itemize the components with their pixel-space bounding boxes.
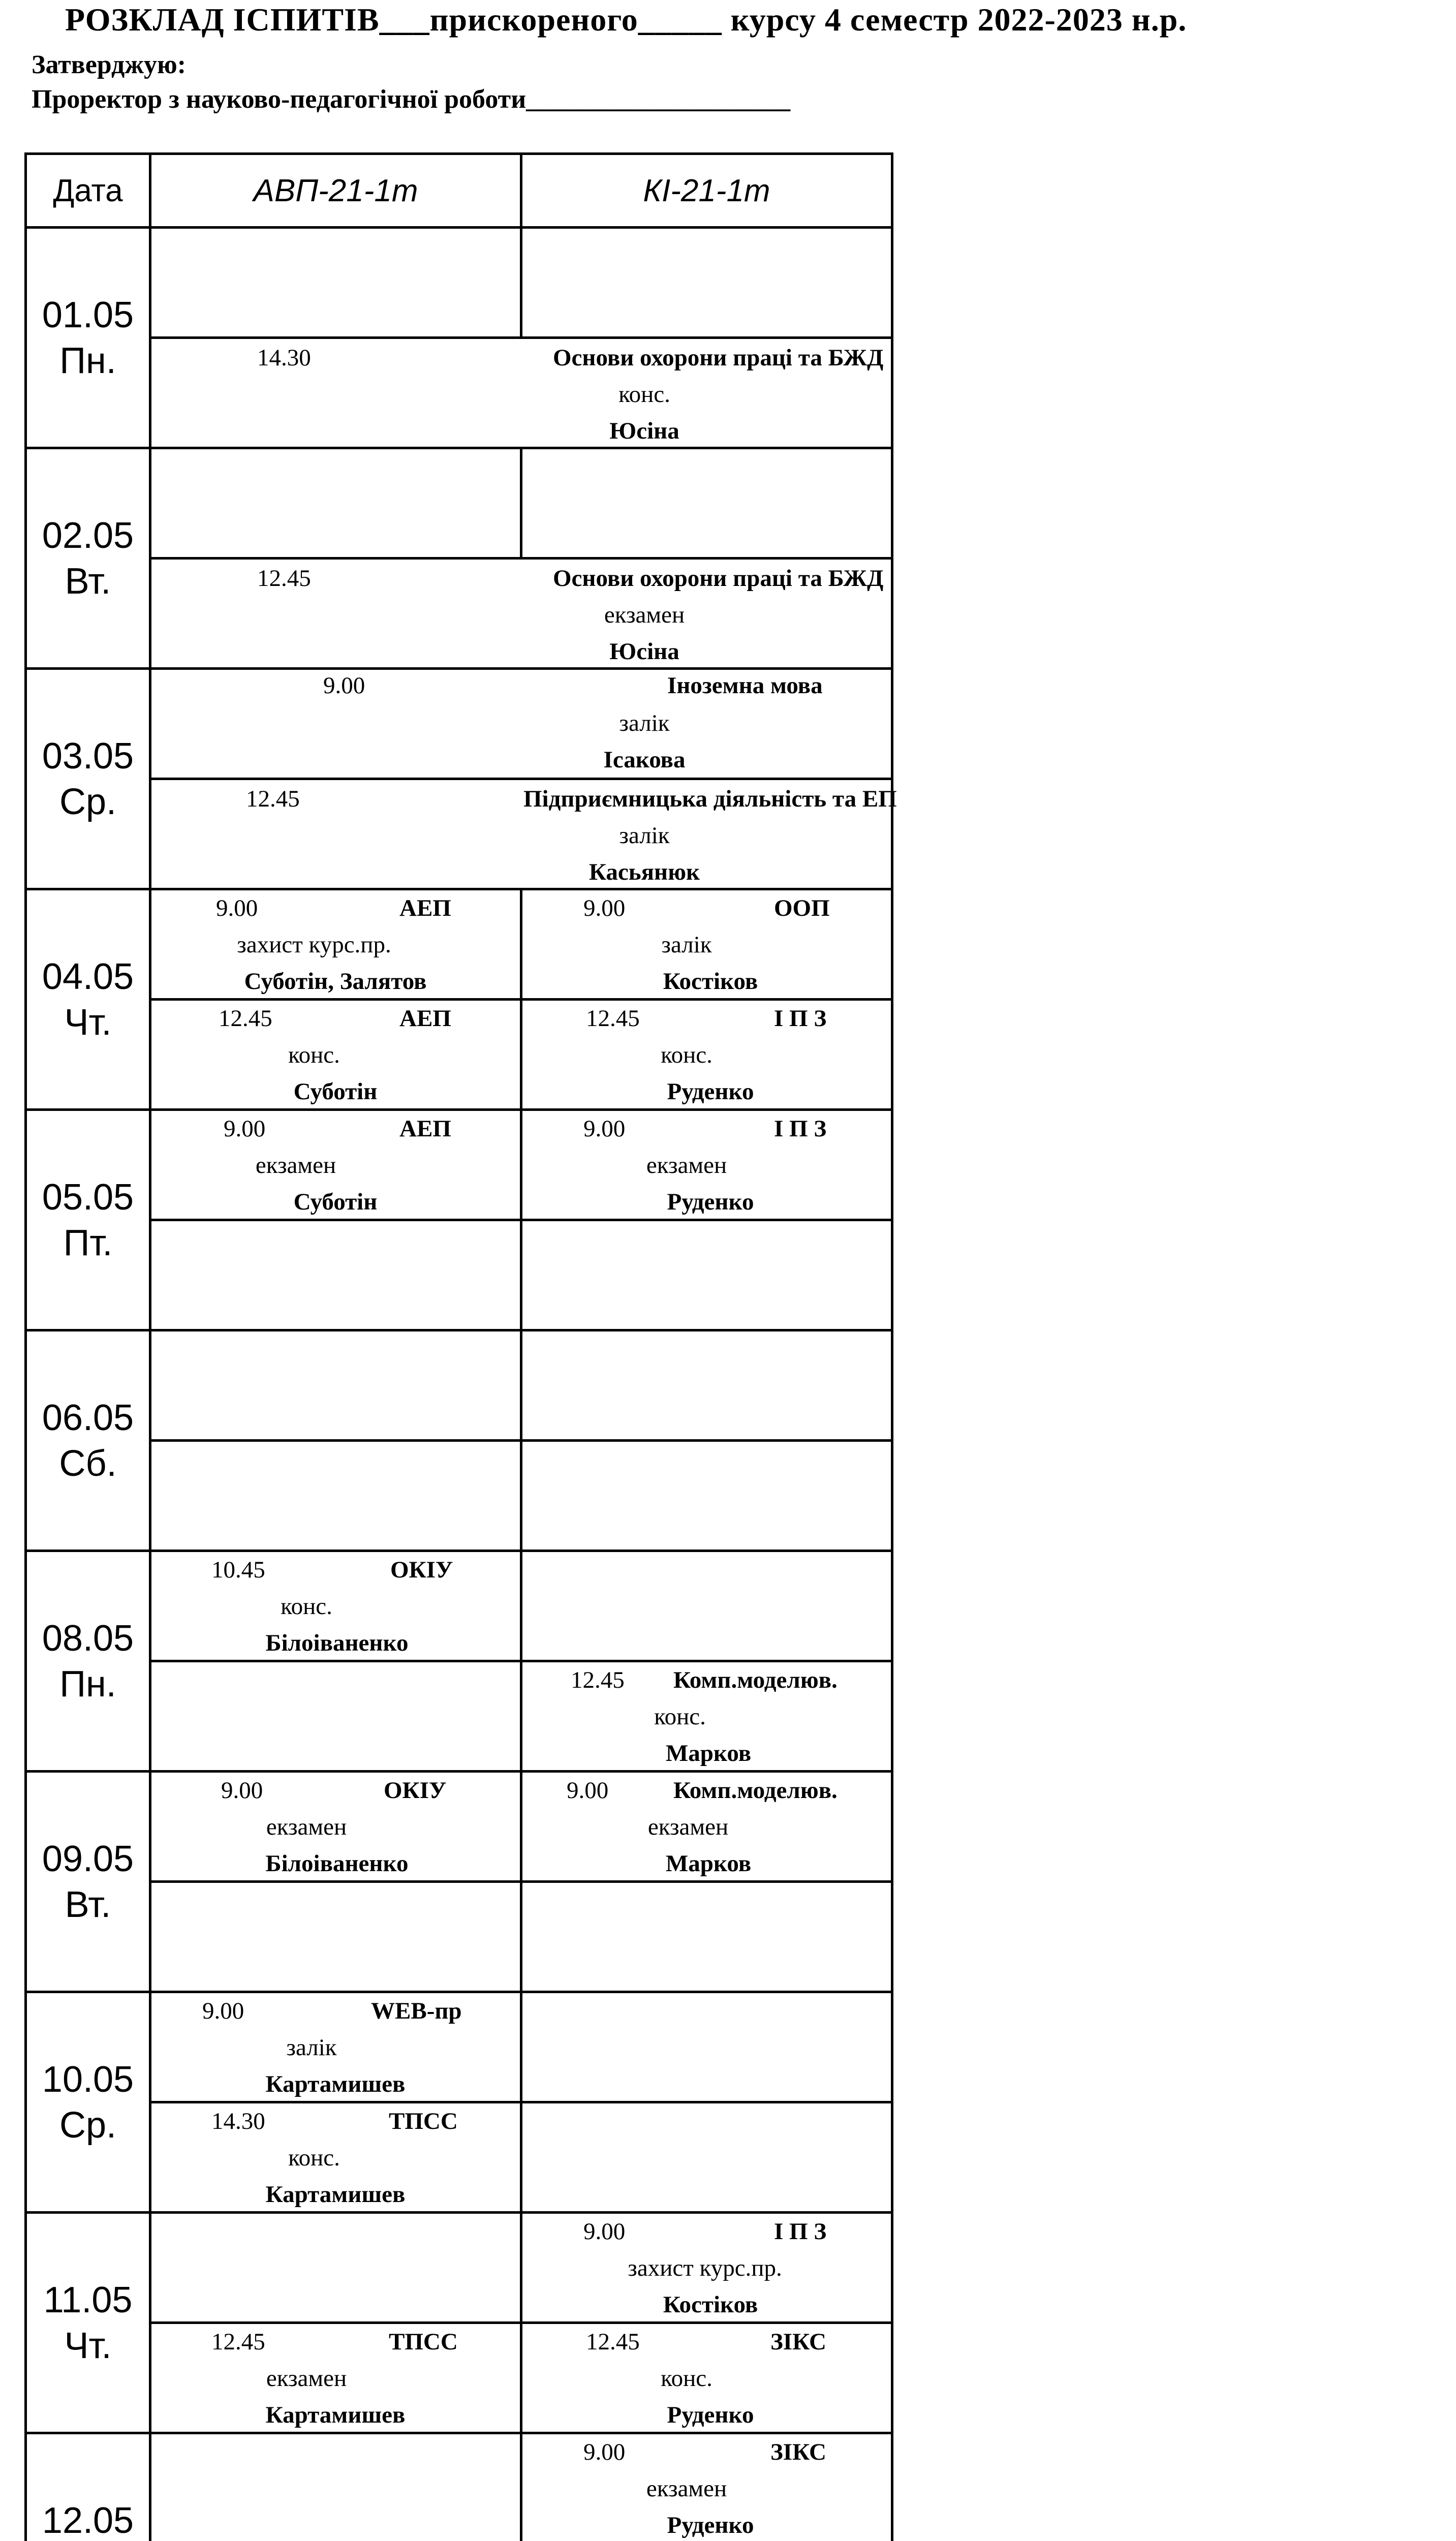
exam-teacher: Руденко [667,1078,754,1105]
exam-subject: І П З [774,1115,827,1142]
exam-time: 12.45 [586,2329,640,2355]
exam-type: конс. [288,2145,340,2171]
exam-slot-avp [150,1551,521,1661]
slot-empty [521,1551,892,1661]
exam-time: 9.00 [224,1115,266,1142]
weekday-value: Пн. [59,340,116,381]
slot-empty [150,2433,521,2541]
date-cell [26,1110,150,1330]
date-cell [26,448,150,669]
date-cell [26,2213,150,2433]
exam-teacher: Суботін, Залятов [244,968,427,995]
slot-empty [150,1661,521,1772]
date-column-header: Дата [26,154,150,228]
exam-teacher: Білоіваненко [265,1850,409,1877]
exam-time: 9.00 [202,1998,244,2024]
exam-teacher: Марков [665,1850,752,1877]
exam-teacher: Костіков [663,968,758,995]
exam-subject: WEB-пр [371,1998,462,2024]
exam-time: 12.45 [219,1005,272,1032]
prorector-signature-line: Проректор з науково-педагогічної роботи____________________ [32,85,791,114]
exam-type: конс. [661,2365,712,2392]
exam-time: 9.00 [583,2218,626,2245]
exam-slot-joint [150,559,892,669]
table-row [26,2213,892,2323]
slot-empty [521,1441,892,1551]
date-value: 04.05 [42,956,134,997]
exam-subject: АЕП [399,1005,451,1032]
exam-time: 9.00 [221,1777,263,1804]
exam-subject: ТПСС [389,2329,458,2355]
exam-teacher: Суботін [293,1078,378,1105]
exam-subject: ОКІУ [390,1557,453,1583]
exam-type: конс. [288,1042,340,1068]
date-value: 12.05 [42,2500,134,2541]
date-cell [26,228,150,448]
exam-time: 9.00 [583,895,626,921]
table-row [26,1992,892,2102]
date-value: 03.05 [42,735,134,777]
exam-teacher: Ісакова [603,747,686,773]
exam-teacher: Марков [665,1740,752,1767]
weekday-value: Сб. [59,1443,117,1484]
date-value: 09.05 [42,1838,134,1879]
exam-type: конс. [281,1593,332,1620]
exam-subject: АЕП [399,1115,451,1142]
approval-label: Затверджую: [32,50,187,79]
exam-slot-avp [150,889,521,1000]
table-row [26,1000,892,1110]
exam-type: конс. [618,381,670,408]
exam-subject: Основи охорони праці та БЖД [553,345,884,371]
table-row [26,1661,892,1772]
group-header-ki: КІ-21-1т [521,154,892,228]
exam-type: екзамен [604,602,685,628]
exam-teacher: Картамишев [265,2402,406,2428]
exam-teacher: Касьянюк [588,859,700,885]
date-cell [26,669,150,889]
exam-teacher: Юсіна [609,638,679,665]
exam-teacher: Суботін [293,1189,378,1215]
exam-slot-ki [521,1772,892,1882]
date-value: 02.05 [42,515,134,556]
weekday-value: Чт. [64,2325,112,2366]
date-cell [26,1772,150,1992]
table-header-row [26,154,892,228]
exam-type: захист курс.пр. [628,2255,782,2281]
exam-type: екзамен [646,2475,727,2502]
table-row [26,1330,892,1441]
date-cell [26,889,150,1110]
weekday-value: Пн. [59,1663,116,1705]
exam-subject: ЗІКС [770,2439,826,2465]
table-row [26,1882,892,1992]
table-row [26,559,892,669]
date-cell [26,1551,150,1772]
exam-slot-avp [150,1992,521,2102]
exam-slot-joint [150,669,892,779]
table-row [26,228,892,338]
exam-teacher: Картамишев [265,2071,406,2097]
exam-time: 14.30 [257,345,311,371]
slot-empty [521,1992,892,2102]
table-row [26,1441,892,1551]
exam-type: захист курс.пр. [237,932,391,958]
exam-teacher: Костіков [663,2291,758,2318]
exam-slot-joint [150,338,892,448]
weekday-value: Вт. [65,561,111,602]
weekday-value: Чт. [64,1002,112,1043]
date-value: 01.05 [42,294,134,335]
exam-type: конс. [661,1042,712,1068]
exam-type: екзамен [647,1814,729,1840]
table-row [26,338,892,448]
exam-slot-avp [150,1772,521,1882]
exam-type: залік [619,822,670,849]
exam-time: 9.00 [323,672,365,699]
exam-time: 12.45 [211,2329,265,2355]
slot-empty [521,228,892,338]
exam-type: залік [286,2034,337,2061]
exam-teacher: Юсіна [609,418,679,444]
exam-teacher: Картамишев [265,2181,406,2208]
exam-type: конс. [654,1703,706,1730]
table-row [26,779,892,889]
weekday-value: Ср. [59,781,117,822]
exam-time: 9.00 [216,895,258,921]
weekday-value: Пт. [63,1222,113,1263]
exam-time: 9.00 [583,1115,626,1142]
weekday-value: Вт. [65,1884,111,1925]
exam-type: екзамен [266,1814,347,1840]
exam-slot-ki [521,2323,892,2433]
slot-empty [150,1441,521,1551]
table-row [26,889,892,1000]
date-value: 10.05 [42,2059,134,2100]
date-value: 11.05 [43,2279,133,2320]
exam-slot-avp [150,2323,521,2433]
exam-subject: Комп.моделюв. [673,1777,838,1804]
exam-type: залік [661,932,712,958]
group-header-avp: АВП-21-1т [150,154,521,228]
exam-time: 10.45 [211,1557,265,1583]
slot-empty [150,448,521,559]
exam-type: залік [619,710,670,736]
date-cell [26,2433,150,2541]
slot-empty [150,2213,521,2323]
weekday-value: Ср. [59,2104,117,2146]
slot-empty [150,1330,521,1441]
exam-time: 14.30 [211,2108,265,2134]
exam-type: екзамен [255,1152,336,1179]
exam-schedule-table [24,152,897,2541]
exam-subject: ОКІУ [384,1777,447,1804]
page-title: РОЗКЛАД ІСПИТІВ___прискореного_____ курсу 4 семестр 2022-2023 н.р. [65,2,1187,38]
date-value: 06.05 [42,1397,134,1438]
exam-time: 12.45 [571,1667,625,1693]
exam-subject: Комп.моделюв. [673,1667,838,1693]
exam-subject: ЗІКС [770,2329,826,2355]
exam-time: 9.00 [583,2439,626,2465]
table-row [26,1110,892,1220]
exam-subject: Іноземна мова [667,672,823,699]
exam-slot-ki [521,889,892,1000]
slot-empty [521,1882,892,1992]
exam-time: 12.45 [246,786,300,812]
slot-empty [150,1220,521,1330]
exam-teacher: Білоіваненко [265,1630,409,1656]
exam-slot-avp [150,1110,521,1220]
table-row [26,2102,892,2213]
table-row [26,669,892,779]
table-row [26,1772,892,1882]
exam-teacher: Руденко [667,2512,754,2538]
exam-type: екзамен [266,2365,347,2392]
exam-slot-ki [521,2213,892,2323]
slot-empty [521,1330,892,1441]
exam-time: 12.45 [257,565,311,592]
exam-time: 9.00 [567,1777,609,1804]
exam-slot-ki [521,1110,892,1220]
table-row [26,2323,892,2433]
exam-slot-ki [521,2433,892,2541]
exam-subject: ТПСС [389,2108,458,2134]
exam-subject: І П З [774,1005,827,1032]
exam-type: екзамен [646,1152,727,1179]
table-row [26,1551,892,1661]
exam-subject: Підприємницька діяльність та ЕП [523,786,897,812]
exam-slot-ki [521,1661,892,1772]
slot-empty [521,448,892,559]
date-cell [26,1992,150,2213]
table-row [26,1220,892,1330]
date-cell [26,1330,150,1551]
exam-subject: АЕП [399,895,451,921]
exam-teacher: Руденко [667,2402,754,2428]
slot-empty [150,228,521,338]
exam-time: 12.45 [586,1005,640,1032]
slot-empty [150,1882,521,1992]
slot-empty [521,2102,892,2213]
date-value: 05.05 [42,1176,134,1218]
exam-subject: ООП [774,895,830,921]
table-row [26,2433,892,2541]
exam-slot-avp [150,2102,521,2213]
exam-slot-joint [150,779,897,889]
date-value: 08.05 [42,1618,134,1659]
exam-subject: І П З [774,2218,827,2245]
exam-teacher: Руденко [667,1189,754,1215]
table-row [26,448,892,559]
exam-slot-ki [521,1000,892,1110]
exam-subject: Основи охорони праці та БЖД [553,565,884,592]
exam-slot-avp [150,1000,521,1110]
slot-empty [521,1220,892,1330]
